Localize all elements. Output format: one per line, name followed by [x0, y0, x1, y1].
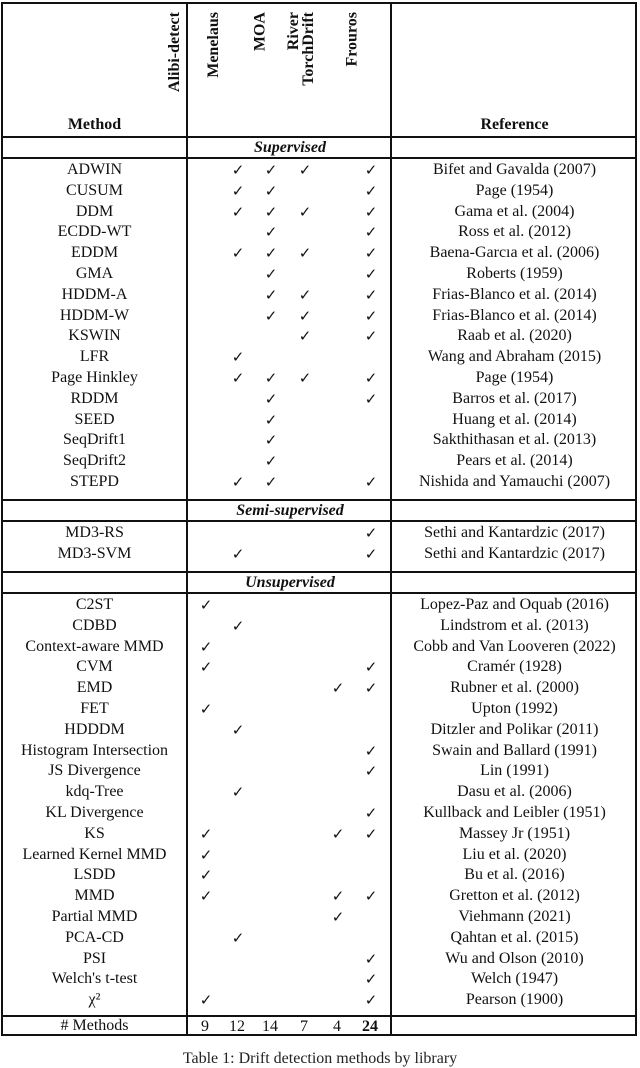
- reference-citation: Cobb and Van Looveren (2022): [413, 637, 616, 655]
- check-icon-frouros: ✓: [364, 679, 378, 698]
- reference-citation: Welch (1947): [470, 970, 559, 988]
- check-icon-frouros: ✓: [364, 741, 378, 760]
- check-icon-menelaus: ✓: [231, 348, 245, 367]
- check-icon-frouros: ✓: [364, 804, 378, 822]
- reference-citation: Upton (1992): [471, 700, 558, 717]
- header-lib-alibi-detect: Alibi-detect: [166, 12, 184, 92]
- method-name: Page Hinkley: [51, 369, 138, 386]
- section-divider-supervised: [3, 157, 635, 159]
- reference-citation: Bu et al. (2016): [464, 866, 565, 884]
- check-icon-frouros: ✓: [364, 223, 378, 242]
- method-name: ADWIN: [66, 161, 123, 178]
- check-icon-moa: ✓: [264, 306, 278, 325]
- section-divider-unsupervised: [3, 592, 635, 594]
- check-icon-alibi-detect: ✓: [199, 991, 213, 1010]
- method-name: HDDDM: [64, 720, 125, 738]
- reference-citation: Pears et al. (2014): [456, 452, 573, 470]
- check-icon-alibi-detect: ✓: [199, 596, 213, 614]
- check-icon-menelaus: ✓: [231, 783, 245, 802]
- method-name: Learned Kernel MMD: [22, 845, 167, 863]
- method-name: KSWIN: [68, 327, 121, 345]
- check-icon-frouros: ✓: [364, 949, 378, 968]
- check-icon-menelaus: ✓: [231, 616, 245, 635]
- check-icon-frouros: ✓: [364, 544, 378, 563]
- method-name: C2ST: [75, 596, 114, 613]
- header-lib-menelaus: Menelaus: [205, 12, 223, 78]
- check-icon-alibi-detect: ✓: [199, 658, 213, 677]
- check-icon-river: ✓: [298, 202, 312, 221]
- method-name: SeqDrift1: [62, 431, 127, 449]
- check-icon-alibi-detect: ✓: [199, 824, 213, 843]
- reference-citation: Frias-Blanco et al. (2014): [432, 306, 597, 324]
- check-icon-moa: ✓: [264, 389, 278, 408]
- total-menelaus: 12: [229, 1018, 245, 1035]
- check-icon-moa: ✓: [264, 431, 278, 450]
- method-name: PCA-CD: [65, 928, 124, 946]
- check-icon-alibi-detect: ✓: [199, 866, 213, 885]
- check-icon-moa: ✓: [264, 202, 278, 221]
- method-name: SEED: [74, 410, 115, 428]
- total-torchdrift: 4: [333, 1018, 341, 1035]
- check-icon-torchdrift: ✓: [331, 679, 345, 698]
- check-icon-river: ✓: [298, 369, 312, 387]
- method-name: kdq-Tree: [65, 783, 124, 801]
- reference-citation: Rubner et al. (2000): [450, 679, 579, 697]
- check-icon-frouros: ✓: [364, 327, 378, 346]
- check-icon-moa: ✓: [264, 161, 278, 179]
- check-icon-torchdrift: ✓: [331, 887, 345, 906]
- check-icon-menelaus: ✓: [231, 928, 245, 947]
- total-alibi-detect: 9: [201, 1018, 209, 1035]
- header-method: Method: [67, 116, 122, 133]
- check-icon-frouros: ✓: [364, 202, 378, 221]
- method-name: Welch's t-test: [51, 970, 138, 988]
- reference-citation: Lopez-Paz and Oquab (2016): [420, 596, 609, 613]
- check-icon-moa: ✓: [264, 369, 278, 387]
- reference-citation: Sethi and Kantardzic (2017): [424, 544, 605, 562]
- reference-citation: Dasu et al. (2006): [457, 783, 572, 801]
- reference-citation: Sethi and Kantardzic (2017): [424, 524, 605, 541]
- method-name: EMD: [76, 679, 113, 697]
- reference-citation: Cramér (1928): [467, 658, 562, 676]
- check-icon-frouros: ✓: [364, 285, 378, 304]
- reference-citation: Baena-Garcıa et al. (2006): [429, 244, 600, 262]
- header-lib-moa: MOA: [251, 12, 269, 52]
- reference-citation: Barros et al. (2017): [452, 389, 577, 407]
- check-icon-menelaus: ✓: [231, 544, 245, 563]
- check-icon-frouros: ✓: [364, 887, 378, 906]
- reference-citation: Qahtan et al. (2015): [450, 928, 579, 946]
- reference-citation: Kullback and Leibler (1951): [423, 804, 606, 821]
- check-icon-frouros: ✓: [364, 658, 378, 677]
- check-icon-alibi-detect: ✓: [199, 637, 213, 656]
- method-name: RDDM: [70, 389, 119, 407]
- reference-citation: Viehmann (2021): [458, 908, 571, 925]
- check-icon-frouros: ✓: [364, 473, 378, 491]
- header-lib-river: River: [284, 12, 302, 51]
- total-river: 7: [300, 1018, 308, 1035]
- method-name: STEPD: [70, 473, 119, 490]
- section-divider-semi: [3, 520, 635, 522]
- reference-citation: Ditzler and Polikar (2011): [430, 720, 599, 738]
- method-name: KL Divergence: [45, 804, 144, 821]
- check-icon-river: ✓: [298, 285, 312, 304]
- check-icon-frouros: ✓: [364, 824, 378, 843]
- check-icon-frouros: ✓: [364, 524, 378, 542]
- check-icon-river: ✓: [298, 327, 312, 346]
- method-name: Partial MMD: [51, 908, 138, 925]
- method-name: HDDM-A: [61, 285, 128, 303]
- section-label-unsupervised: Unsupervised: [245, 574, 335, 591]
- reference-citation: Page (1954): [475, 181, 554, 199]
- reference-citation: Sakthithasan et al. (2013): [432, 431, 597, 449]
- check-icon-menelaus: ✓: [231, 244, 245, 263]
- check-icon-river: ✓: [298, 244, 312, 263]
- reference-citation: Roberts (1959): [466, 265, 563, 282]
- total-frouros: 24: [362, 1018, 378, 1035]
- method-name: EDDM: [70, 244, 119, 262]
- total-moa: 14: [262, 1018, 278, 1035]
- method-name: LSDD: [73, 866, 116, 884]
- check-icon-moa: ✓: [264, 285, 278, 304]
- check-icon-menelaus: ✓: [231, 202, 245, 221]
- check-icon-alibi-detect: ✓: [199, 845, 213, 864]
- method-name: CDBD: [72, 616, 117, 634]
- method-name: DDM: [75, 202, 114, 220]
- method-name: χ²: [88, 991, 101, 1009]
- method-name: HDDM-W: [59, 306, 130, 324]
- reference-citation: Raab et al. (2020): [457, 327, 572, 345]
- method-name: JS Divergence: [48, 762, 141, 780]
- check-icon-alibi-detect: ✓: [199, 700, 213, 718]
- reference-citation: Huang et al. (2014): [452, 410, 577, 428]
- reference-citation: Swain and Ballard (1991): [432, 741, 597, 759]
- check-icon-river: ✓: [298, 161, 312, 179]
- check-icon-moa: ✓: [264, 452, 278, 471]
- reference-citation: Wu and Olson (2010): [445, 949, 584, 967]
- method-name: KS: [84, 824, 105, 842]
- check-icon-frouros: ✓: [364, 265, 378, 283]
- check-icon-frouros: ✓: [364, 389, 378, 408]
- reference-citation: Lindstrom et al. (2013): [440, 616, 589, 634]
- reference-citation: Liu et al. (2020): [462, 845, 567, 863]
- reference-citation: Bifet and Gavalda (2007): [432, 161, 597, 178]
- check-icon-frouros: ✓: [364, 369, 378, 387]
- method-name: Context-aware MMD: [25, 637, 164, 655]
- check-icon-moa: ✓: [264, 410, 278, 429]
- method-name: LFR: [79, 348, 110, 366]
- check-icon-alibi-detect: ✓: [199, 887, 213, 906]
- check-icon-frouros: ✓: [364, 762, 378, 781]
- section-label-semi-supervised: Semi-supervised: [236, 502, 344, 519]
- section-label-supervised: Supervised: [254, 139, 326, 156]
- reference-citation: Ross et al. (2012): [458, 223, 571, 241]
- method-name: CUSUM: [66, 181, 123, 199]
- method-name: GMA: [75, 265, 114, 282]
- reference-citation: Gretton et al. (2012): [449, 887, 580, 905]
- method-name: SeqDrift2: [62, 452, 127, 470]
- check-icon-frouros: ✓: [364, 244, 378, 263]
- check-icon-frouros: ✓: [364, 161, 378, 179]
- check-icon-moa: ✓: [264, 223, 278, 242]
- totals-label: # Methods: [60, 1017, 129, 1034]
- method-name: MD3-SVM: [57, 544, 132, 562]
- method-name: FET: [80, 700, 109, 717]
- check-icon-river: ✓: [298, 306, 312, 325]
- header-reference: Reference: [480, 116, 549, 133]
- check-icon-torchdrift: ✓: [331, 908, 345, 926]
- method-name: ECDD-WT: [57, 223, 132, 241]
- header-lib-frouros: Frouros: [343, 12, 361, 67]
- check-icon-menelaus: ✓: [231, 161, 245, 179]
- reference-citation: Frias-Blanco et al. (2014): [432, 285, 597, 303]
- check-icon-menelaus: ✓: [231, 473, 245, 491]
- reference-citation: Page (1954): [475, 369, 554, 386]
- check-icon-moa: ✓: [264, 265, 278, 283]
- method-name: Histogram Intersection: [20, 741, 169, 759]
- check-icon-frouros: ✓: [364, 181, 378, 200]
- reference-citation: Lin (1991): [480, 762, 549, 780]
- method-name: CVM: [76, 658, 113, 676]
- reference-citation: Gama et al. (2004): [454, 202, 575, 220]
- check-icon-menelaus: ✓: [231, 181, 245, 200]
- check-icon-frouros: ✓: [364, 991, 378, 1010]
- reference-citation: Nishida and Yamauchi (2007): [418, 473, 611, 490]
- table-caption: Table 1: Drift detection methods by library: [182, 1050, 458, 1067]
- method-name: MMD: [74, 887, 115, 905]
- check-icon-torchdrift: ✓: [331, 824, 345, 843]
- method-name: MD3-RS: [65, 524, 124, 541]
- check-icon-menelaus: ✓: [231, 369, 245, 387]
- header-lib-torchdrift: TorchDrift: [300, 12, 318, 86]
- drift-methods-table: [1, 2, 637, 1036]
- reference-citation: Massey Jr (1951): [458, 824, 571, 842]
- check-icon-menelaus: ✓: [231, 720, 245, 739]
- method-name: PSI: [82, 949, 107, 967]
- check-icon-moa: ✓: [264, 244, 278, 263]
- check-icon-moa: ✓: [264, 181, 278, 200]
- check-icon-frouros: ✓: [364, 970, 378, 989]
- reference-citation: Pearson (1900): [465, 991, 564, 1009]
- reference-citation: Wang and Abraham (2015): [427, 348, 602, 366]
- check-icon-frouros: ✓: [364, 306, 378, 325]
- check-icon-moa: ✓: [264, 473, 278, 491]
